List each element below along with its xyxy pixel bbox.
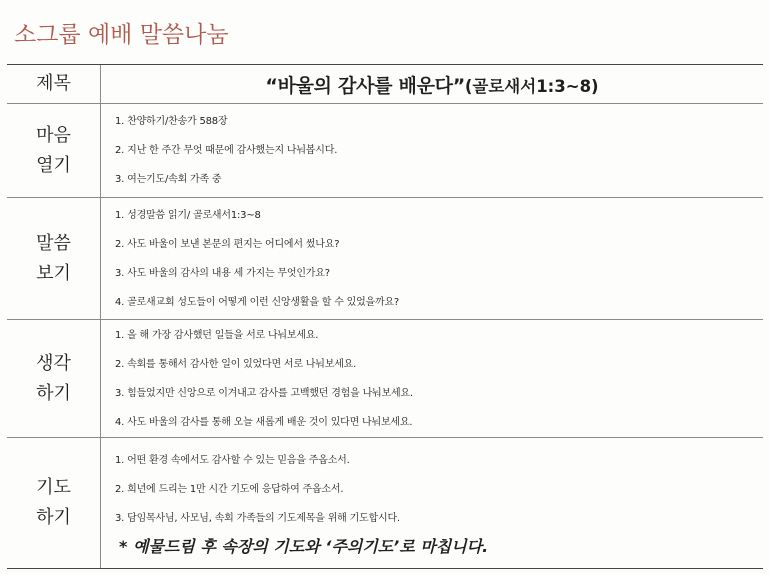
table-row-pray <box>7 438 763 568</box>
section-content <box>101 320 763 437</box>
list-item: 4. 골로새교회 성도들이 어떻게 이런 신앙생활을 할 수 있었을까요? <box>115 296 400 308</box>
closing-note: * 예물드림 후 속장의 기도와 ‘주의기도’로 마칩니다. <box>119 536 489 556</box>
section-content <box>101 104 763 197</box>
row-label-line: 기도 <box>36 477 71 498</box>
section-content <box>101 198 763 319</box>
title-cell <box>101 65 763 103</box>
list-item: 3. 담임목사님, 사모님, 속회 가족들의 기도제목을 위해 기도합시다. <box>115 512 400 524</box>
list-item: 1. 어떤 환경 속에서도 감사할 수 있는 믿음을 주옵소서. <box>115 454 350 466</box>
row-label-line: 말씀 <box>36 232 71 254</box>
list-item: 1. 올 해 가장 감사했던 일들을 서로 나눠보세요. <box>115 329 319 341</box>
row-label-open-heart <box>7 104 101 197</box>
list-item: 3. 여는기도/속회 가족 중 <box>115 174 222 185</box>
row-label-read-word <box>7 198 101 319</box>
table-row-title <box>7 65 763 104</box>
table-row-read-word <box>7 198 763 320</box>
sermon-title-line <box>265 71 598 98</box>
list-item: 2. 사도 바울이 보낸 본문의 편지는 어디에서 썼나요? <box>115 238 340 250</box>
list-item: 2. 속회를 통해서 감사한 일이 있었다면 서로 나눠보세요. <box>115 358 357 370</box>
page-heading: 소그룹 예배 말씀나눔 <box>14 22 229 48</box>
row-label-line: 열기 <box>36 154 71 176</box>
row-label-line: 하기 <box>36 382 71 404</box>
list-item: 4. 사도 바울의 감사를 통해 오늘 새롭게 배운 것이 있다면 나눠보세요. <box>115 416 413 428</box>
list-item: 2. 희년에 드리는 1만 시간 기도에 응답하여 주옵소서. <box>115 483 344 495</box>
row-label-line: 보기 <box>36 262 71 284</box>
list-item: 1. 찬양하기/찬송가 588장 <box>115 116 228 127</box>
sermon-title: “바울의 감사를 배운다” <box>265 74 465 97</box>
row-label-pray <box>7 438 101 568</box>
list-item: 3. 힘들었지만 신앙으로 이겨내고 감사를 고백했던 경험을 나눠보세요. <box>115 387 413 399</box>
list-item: 3. 사도 바울의 감사의 내용 세 가지는 무엇인가요? <box>115 267 330 279</box>
row-label-text: 제목 <box>36 73 71 94</box>
row-label-title <box>7 65 101 103</box>
worship-table <box>7 64 763 569</box>
scripture-reference: (골로새서1:3~8) <box>464 76 599 96</box>
table-row-open-heart <box>7 104 763 198</box>
list-item: 2. 지난 한 주간 무엇 때문에 감사했는지 나눠봅시다. <box>115 145 338 156</box>
section-content <box>101 438 763 568</box>
row-label-reflect <box>7 320 101 437</box>
row-label-line: 하기 <box>36 507 71 528</box>
row-label-line: 생각 <box>36 352 71 374</box>
row-label-line: 마음 <box>36 124 71 146</box>
list-item: 1. 성경말씀 읽기/ 골로새서1:3~8 <box>115 209 261 221</box>
table-row-reflect <box>7 320 763 438</box>
